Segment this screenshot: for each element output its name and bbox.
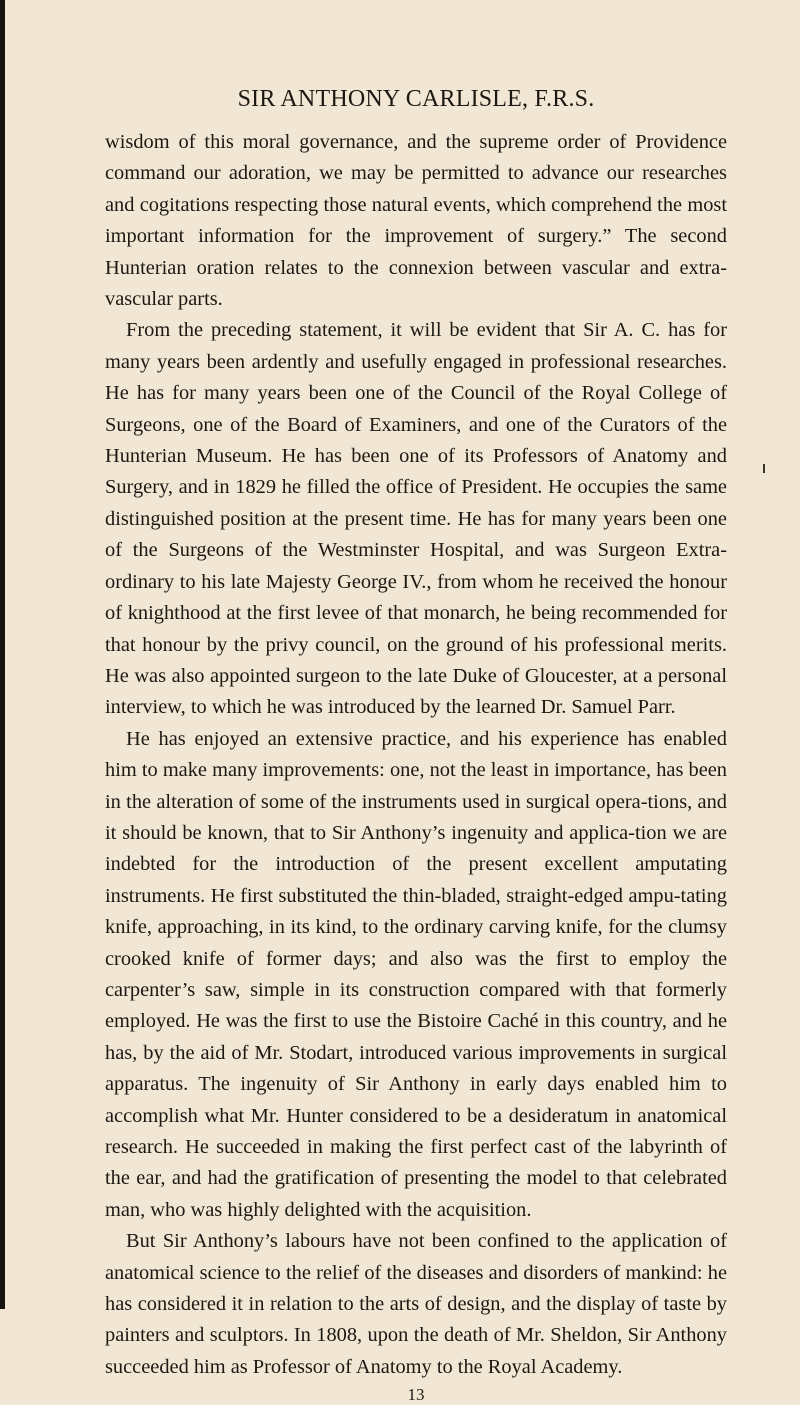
- paragraph-2: From the preceding statement, it will be evident that Sir A. C. has for many years been ardently and usefully engaged in professional researches. He has for many years been one of the Council of the Royal College of Surgeons, one of the Board of Examiners, and one of the Curators of the Hunterian Museum. He has been one of its Professors of Anatomy and Surgery, and in 1829 he filled the office of President. He occupies the same distinguished position at the present time. He has for many years been one of the Surgeons of the Westminster Hospital, and was Surgeon Extra-ordinary to his late Majesty George IV., from whom he received the honour of knighthood at the first levee of that monarch, he being recommended for that honour by the privy council, on the ground of his professional merits. He was also appointed surgeon to the late Duke of Gloucester, at a personal interview, to which he was introduced by the learned Dr. Samuel Parr.: [105, 319, 727, 719]
- book-page: [105, 84, 727, 1405]
- margin-mark: [763, 464, 765, 473]
- scan-edge: [0, 0, 5, 1309]
- paragraph-3: He has enjoyed an extensive practice, and his experience has enabled him to make many improvements: one, not the least in importance, has been in the alteration of some of the instruments used in surgical opera-tions, and it should be known, that to Sir Anthony’s ingenuity and applica-tion we are indebted for the introduction of the present excellent amputating instruments. He first substituted the thin-bladed, straight-edged ampu-tating knife, approaching, in its kind, to the ordinary carving knife, for the clumsy crooked knife of former days; and also was the first to employ the carpenter’s saw, simple in its construction compared with that formerly employed. He was the first to use the Bistoire Caché in this country, and he has, by the aid of Mr. Stodart, introduced various improvements in surgical apparatus. The ingenuity of Sir Anthony in early days enabled him to accomplish what Mr. Hunter considered to be a desideratum in anatomical research. He succeeded in making the first perfect cast of the labyrinth of the ear, and had the gratification of presenting the model to that celebrated man, who was highly delighted with the acquisition.: [105, 727, 727, 1221]
- paragraph-4: But Sir Anthony’s labours have not been confined to the application of anatomical science to the relief of the diseases and disorders of mankind: he has considered it in relation to the arts of design, and the display of taste by painters and sculptors. In 1808, upon the death of Mr. Sheldon, Sir Anthony succeeded him as Professor of Anatomy to the Royal Academy.: [105, 1230, 727, 1378]
- page-number: 13: [407, 1385, 425, 1405]
- running-head: SIR ANTHONY CARLISLE, F.R.S.: [237, 86, 595, 112]
- body-text: [105, 127, 727, 1383]
- paragraph-1: wisdom of this moral governance, and the supreme order of Providence command our adoration, we may be permitted to advance our researches and cogitations respecting those natural events, which comprehend the most important information for the improvement of surgery.” The second Hunterian oration relates to the connexion between vascular and extra-vascular parts.: [105, 131, 727, 311]
